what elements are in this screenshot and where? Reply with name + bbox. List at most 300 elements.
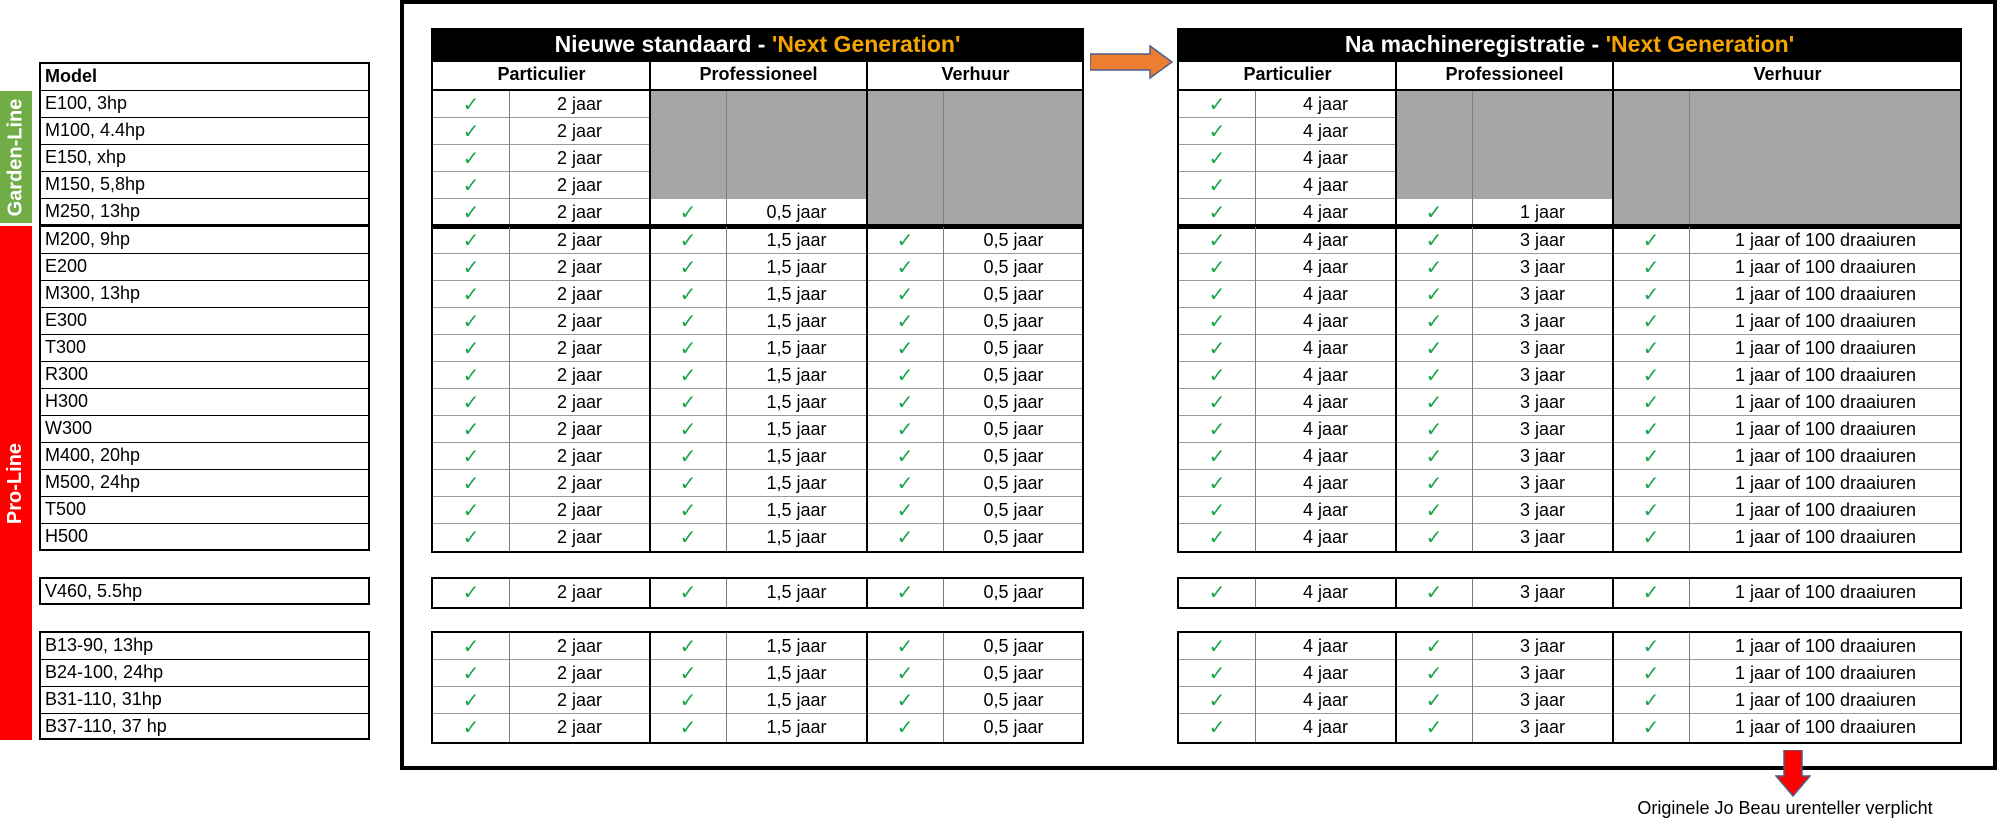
cell-divider — [509, 579, 510, 607]
warranty-particulier: 2 jaar — [556, 690, 603, 710]
check-icon: ✓ — [462, 417, 480, 441]
check-icon: ✓ — [896, 688, 914, 712]
warranty-particulier: 2 jaar — [556, 365, 603, 385]
warranty-verhuur: 1 jaar of 100 draaiuren — [1734, 230, 1917, 250]
check-icon: ✓ — [896, 715, 914, 739]
check-icon: ✓ — [462, 228, 480, 252]
warranty-verhuur: 0,5 jaar — [983, 446, 1044, 466]
warranty-professioneel: 3 jaar — [1519, 717, 1566, 737]
column-divider — [649, 633, 651, 742]
column-header-professioneel: Professioneel — [1445, 64, 1564, 84]
model-header: Model — [41, 64, 370, 91]
check-icon: ✓ — [896, 228, 914, 252]
warranty-particulier: 4 jaar — [1302, 94, 1349, 114]
model-cell: M400, 20hp — [41, 443, 370, 470]
right-table-block — [1177, 577, 1962, 609]
check-icon: ✓ — [1208, 498, 1226, 522]
check-icon: ✓ — [462, 173, 480, 197]
check-icon: ✓ — [1425, 661, 1443, 685]
warranty-verhuur: 0,5 jaar — [983, 582, 1044, 602]
check-icon: ✓ — [462, 580, 480, 604]
check-icon: ✓ — [462, 661, 480, 685]
check-icon: ✓ — [896, 255, 914, 279]
column-divider — [649, 91, 651, 227]
check-icon: ✓ — [1208, 173, 1226, 197]
warranty-professioneel: 0,5 jaar — [766, 202, 827, 222]
check-icon: ✓ — [1642, 688, 1660, 712]
disabled-cell — [650, 118, 866, 145]
garden-line-label: Garden-Line — [0, 91, 32, 223]
warranty-particulier: 2 jaar — [556, 446, 603, 466]
warranty-particulier: 4 jaar — [1302, 663, 1349, 683]
check-icon: ✓ — [679, 688, 697, 712]
model-cell: E100, 3hp — [41, 91, 370, 118]
warranty-professioneel: 3 jaar — [1519, 311, 1566, 331]
left-table-block — [431, 631, 1084, 744]
left-table-block — [431, 224, 1084, 553]
check-icon: ✓ — [1642, 498, 1660, 522]
warranty-professioneel: 1,5 jaar — [766, 663, 827, 683]
check-icon: ✓ — [1208, 200, 1226, 224]
check-icon: ✓ — [679, 498, 697, 522]
warranty-verhuur: 1 jaar of 100 draaiuren — [1734, 446, 1917, 466]
check-icon: ✓ — [1208, 661, 1226, 685]
disabled-cell — [867, 145, 1082, 172]
check-icon: ✓ — [462, 525, 480, 549]
warranty-professioneel: 1,5 jaar — [766, 284, 827, 304]
check-icon: ✓ — [1642, 634, 1660, 658]
disabled-cell — [1396, 118, 1612, 145]
warranty-professioneel: 3 jaar — [1519, 257, 1566, 277]
check-icon: ✓ — [679, 580, 697, 604]
check-icon: ✓ — [896, 471, 914, 495]
check-icon: ✓ — [1425, 417, 1443, 441]
check-icon: ✓ — [679, 228, 697, 252]
warranty-verhuur: 0,5 jaar — [983, 717, 1044, 737]
warranty-particulier: 4 jaar — [1302, 365, 1349, 385]
warranty-particulier: 2 jaar — [556, 121, 603, 141]
check-icon: ✓ — [1425, 228, 1443, 252]
disabled-cell — [1613, 145, 1960, 172]
left-table-block — [431, 89, 1084, 229]
check-icon: ✓ — [679, 363, 697, 387]
cell-divider — [1255, 579, 1256, 607]
cell-divider — [943, 91, 944, 227]
model-cell: B37-110, 37 hp — [45, 716, 167, 736]
column-divider — [866, 91, 868, 227]
check-icon: ✓ — [1642, 390, 1660, 414]
check-icon: ✓ — [679, 634, 697, 658]
check-icon: ✓ — [679, 661, 697, 685]
disabled-cell — [867, 199, 1082, 226]
warranty-particulier: 4 jaar — [1302, 202, 1349, 222]
disabled-cell — [1396, 145, 1612, 172]
right-table-title: Na machineregistratie - 'Next Generation' — [1177, 28, 1962, 62]
check-icon: ✓ — [462, 390, 480, 414]
column-divider — [1612, 91, 1614, 227]
warranty-professioneel: 3 jaar — [1519, 663, 1566, 683]
warranty-particulier: 2 jaar — [556, 257, 603, 277]
cell-divider — [1689, 633, 1690, 742]
check-icon: ✓ — [462, 146, 480, 170]
check-icon: ✓ — [1425, 688, 1443, 712]
check-icon: ✓ — [1642, 715, 1660, 739]
model-cell: M100, 4.4hp — [41, 118, 370, 145]
cell-divider — [1255, 91, 1256, 227]
warranty-verhuur: 1 jaar of 100 draaiuren — [1734, 690, 1917, 710]
column-divider — [866, 227, 868, 551]
left-table-header — [431, 62, 1084, 91]
warranty-verhuur: 1 jaar of 100 draaiuren — [1734, 419, 1917, 439]
model-cell: H300 — [41, 389, 370, 416]
warranty-professioneel: 1,5 jaar — [766, 338, 827, 358]
right-table-block — [1177, 224, 1962, 553]
warranty-professioneel: 1,5 jaar — [766, 473, 827, 493]
warranty-particulier: 2 jaar — [556, 94, 603, 114]
warranty-particulier: 4 jaar — [1302, 148, 1349, 168]
check-icon: ✓ — [1208, 580, 1226, 604]
cell-divider — [943, 633, 944, 742]
check-icon: ✓ — [1208, 688, 1226, 712]
check-icon: ✓ — [1425, 309, 1443, 333]
warranty-verhuur: 0,5 jaar — [983, 663, 1044, 683]
column-divider — [649, 227, 651, 551]
cell-divider — [726, 633, 727, 742]
check-icon: ✓ — [896, 309, 914, 333]
warranty-particulier: 4 jaar — [1302, 473, 1349, 493]
model-cell: T500 — [41, 497, 370, 524]
warranty-professioneel: 1,5 jaar — [766, 582, 827, 602]
warranty-particulier: 4 jaar — [1302, 392, 1349, 412]
check-icon: ✓ — [1425, 525, 1443, 549]
warranty-verhuur: 1 jaar of 100 draaiuren — [1734, 473, 1917, 493]
check-icon: ✓ — [1208, 228, 1226, 252]
model-cell: W300 — [41, 416, 370, 443]
warranty-verhuur: 1 jaar of 100 draaiuren — [1734, 527, 1917, 547]
warranty-particulier: 2 jaar — [556, 392, 603, 412]
column-divider — [1612, 579, 1614, 607]
check-icon: ✓ — [679, 282, 697, 306]
check-icon: ✓ — [1642, 525, 1660, 549]
warranty-verhuur: 0,5 jaar — [983, 636, 1044, 656]
warranty-professioneel: 3 jaar — [1519, 446, 1566, 466]
warranty-particulier: 4 jaar — [1302, 582, 1349, 602]
warranty-verhuur: 0,5 jaar — [983, 419, 1044, 439]
model-cell: M500, 24hp — [41, 470, 370, 497]
cell-divider — [1472, 633, 1473, 742]
check-icon: ✓ — [1425, 255, 1443, 279]
model-table — [39, 62, 370, 226]
cell-divider — [1689, 227, 1690, 551]
check-icon: ✓ — [679, 390, 697, 414]
cell-divider — [726, 91, 727, 227]
cell-divider — [943, 579, 944, 607]
warranty-particulier: 2 jaar — [556, 717, 603, 737]
check-icon: ✓ — [1208, 444, 1226, 468]
warranty-particulier: 4 jaar — [1302, 257, 1349, 277]
model-cell: B24-100, 24hp — [41, 660, 370, 687]
check-icon: ✓ — [896, 580, 914, 604]
warranty-verhuur: 0,5 jaar — [983, 690, 1044, 710]
column-header-professioneel: Professioneel — [699, 64, 818, 84]
warranty-particulier: 4 jaar — [1302, 175, 1349, 195]
warranty-particulier: 4 jaar — [1302, 419, 1349, 439]
warranty-professioneel: 3 jaar — [1519, 582, 1566, 602]
warranty-verhuur: 1 jaar of 100 draaiuren — [1734, 365, 1917, 385]
warranty-particulier: 2 jaar — [556, 663, 603, 683]
check-icon: ✓ — [1208, 282, 1226, 306]
disabled-cell — [650, 145, 866, 172]
warranty-professioneel: 1,5 jaar — [766, 690, 827, 710]
warranty-professioneel: 3 jaar — [1519, 527, 1566, 547]
check-icon: ✓ — [1208, 390, 1226, 414]
right-table-block — [1177, 89, 1962, 229]
check-icon: ✓ — [1425, 471, 1443, 495]
warranty-particulier: 2 jaar — [556, 419, 603, 439]
check-icon: ✓ — [1208, 255, 1226, 279]
cell-divider — [1472, 579, 1473, 607]
check-icon: ✓ — [1642, 309, 1660, 333]
disabled-cell — [1396, 172, 1612, 199]
check-icon: ✓ — [462, 688, 480, 712]
model-cell: M200, 9hp — [41, 227, 370, 254]
warranty-professioneel: 3 jaar — [1519, 500, 1566, 520]
cell-divider — [509, 91, 510, 227]
check-icon: ✓ — [679, 471, 697, 495]
check-icon: ✓ — [1208, 119, 1226, 143]
column-header-particulier: Particulier — [497, 64, 586, 84]
warranty-verhuur: 0,5 jaar — [983, 392, 1044, 412]
warranty-professioneel: 3 jaar — [1519, 338, 1566, 358]
warranty-verhuur: 1 jaar of 100 draaiuren — [1734, 717, 1917, 737]
warranty-verhuur: 1 jaar of 100 draaiuren — [1734, 311, 1917, 331]
column-divider — [649, 579, 651, 607]
warranty-particulier: 2 jaar — [556, 338, 603, 358]
check-icon: ✓ — [462, 282, 480, 306]
warranty-verhuur: 1 jaar of 100 draaiuren — [1734, 500, 1917, 520]
check-icon: ✓ — [1208, 525, 1226, 549]
check-icon: ✓ — [1425, 715, 1443, 739]
cell-divider — [509, 633, 510, 742]
model-cell: T300 — [41, 335, 370, 362]
warranty-professioneel: 1,5 jaar — [766, 636, 827, 656]
check-icon: ✓ — [462, 255, 480, 279]
check-icon: ✓ — [896, 336, 914, 360]
disabled-cell — [1613, 199, 1960, 226]
column-header-verhuur: Verhuur — [1753, 64, 1822, 84]
warranty-particulier: 2 jaar — [556, 582, 603, 602]
check-icon: ✓ — [1208, 146, 1226, 170]
check-icon: ✓ — [1425, 363, 1443, 387]
warranty-professioneel: 1,5 jaar — [766, 230, 827, 250]
cell-divider — [726, 227, 727, 551]
check-icon: ✓ — [1425, 200, 1443, 224]
model-cell: V460, 5.5hp — [45, 581, 143, 601]
warranty-particulier: 4 jaar — [1302, 636, 1349, 656]
model-cell: E300 — [41, 308, 370, 335]
right-table-block — [1177, 631, 1962, 744]
check-icon: ✓ — [1642, 444, 1660, 468]
model-cell: B31-110, 31hp — [41, 687, 370, 714]
warranty-professioneel: 1,5 jaar — [766, 365, 827, 385]
warranty-particulier: 4 jaar — [1302, 284, 1349, 304]
check-icon: ✓ — [679, 715, 697, 739]
warranty-verhuur: 0,5 jaar — [983, 365, 1044, 385]
cell-divider — [943, 227, 944, 551]
warranty-professioneel: 3 jaar — [1519, 419, 1566, 439]
model-cell: M300, 13hp — [41, 281, 370, 308]
check-icon: ✓ — [1642, 580, 1660, 604]
check-icon: ✓ — [462, 715, 480, 739]
warranty-professioneel: 3 jaar — [1519, 636, 1566, 656]
left-table-block — [431, 577, 1084, 609]
check-icon: ✓ — [679, 444, 697, 468]
warranty-verhuur: 0,5 jaar — [983, 284, 1044, 304]
check-icon: ✓ — [679, 336, 697, 360]
cell-divider — [509, 227, 510, 551]
check-icon: ✓ — [462, 498, 480, 522]
cell-divider — [1689, 91, 1690, 227]
model-cell: M250, 13hp — [45, 201, 141, 221]
arrow-down-icon — [1775, 750, 1811, 798]
check-icon: ✓ — [462, 200, 480, 224]
disabled-cell — [1613, 118, 1960, 145]
check-icon: ✓ — [1208, 471, 1226, 495]
column-divider — [866, 633, 868, 742]
disabled-cell — [1613, 172, 1960, 199]
disabled-cell — [650, 172, 866, 199]
check-icon: ✓ — [1208, 634, 1226, 658]
check-icon: ✓ — [462, 92, 480, 116]
disabled-cell — [1396, 91, 1612, 118]
check-icon: ✓ — [1642, 661, 1660, 685]
warranty-particulier: 4 jaar — [1302, 717, 1349, 737]
cell-divider — [1472, 91, 1473, 227]
check-icon: ✓ — [1425, 498, 1443, 522]
warranty-professioneel: 1,5 jaar — [766, 392, 827, 412]
model-cell: H500 — [45, 526, 89, 546]
warranty-particulier: 4 jaar — [1302, 230, 1349, 250]
warranty-particulier: 4 jaar — [1302, 446, 1349, 466]
warranty-verhuur: 1 jaar of 100 draaiuren — [1734, 582, 1917, 602]
check-icon: ✓ — [1425, 336, 1443, 360]
check-icon: ✓ — [1642, 336, 1660, 360]
cell-divider — [1255, 227, 1256, 551]
warranty-professioneel: 1 jaar — [1519, 202, 1566, 222]
warranty-verhuur: 0,5 jaar — [983, 338, 1044, 358]
warranty-verhuur: 0,5 jaar — [983, 473, 1044, 493]
check-icon: ✓ — [1642, 417, 1660, 441]
column-divider — [1395, 633, 1397, 742]
check-icon: ✓ — [896, 363, 914, 387]
warranty-verhuur: 1 jaar of 100 draaiuren — [1734, 392, 1917, 412]
check-icon: ✓ — [1425, 444, 1443, 468]
check-icon: ✓ — [679, 255, 697, 279]
check-icon: ✓ — [1208, 363, 1226, 387]
warranty-professioneel: 1,5 jaar — [766, 257, 827, 277]
column-header-particulier: Particulier — [1243, 64, 1332, 84]
warranty-particulier: 2 jaar — [556, 527, 603, 547]
warranty-professioneel: 1,5 jaar — [766, 527, 827, 547]
warranty-particulier: 2 jaar — [556, 500, 603, 520]
model-cell: E200 — [41, 254, 370, 281]
check-icon: ✓ — [896, 417, 914, 441]
warranty-professioneel: 3 jaar — [1519, 365, 1566, 385]
warranty-professioneel: 3 jaar — [1519, 284, 1566, 304]
column-divider — [1612, 227, 1614, 551]
column-divider — [1395, 579, 1397, 607]
warranty-verhuur: 0,5 jaar — [983, 527, 1044, 547]
warranty-particulier: 2 jaar — [556, 230, 603, 250]
warranty-particulier: 2 jaar — [556, 473, 603, 493]
warranty-particulier: 4 jaar — [1302, 121, 1349, 141]
check-icon: ✓ — [462, 471, 480, 495]
warranty-verhuur: 1 jaar of 100 draaiuren — [1734, 636, 1917, 656]
check-icon: ✓ — [462, 444, 480, 468]
left-table-title: Nieuwe standaard - 'Next Generation' — [431, 28, 1084, 62]
check-icon: ✓ — [679, 309, 697, 333]
check-icon: ✓ — [1208, 92, 1226, 116]
cell-divider — [1689, 579, 1690, 607]
check-icon: ✓ — [896, 498, 914, 522]
model-cell: E150, xhp — [41, 145, 370, 172]
warranty-verhuur: 1 jaar of 100 draaiuren — [1734, 663, 1917, 683]
disabled-cell — [867, 118, 1082, 145]
check-icon: ✓ — [1425, 282, 1443, 306]
check-icon: ✓ — [1425, 634, 1443, 658]
check-icon: ✓ — [1642, 228, 1660, 252]
model-table-single — [39, 577, 370, 605]
check-icon: ✓ — [1642, 363, 1660, 387]
arrow-right-icon — [1090, 44, 1174, 80]
check-icon: ✓ — [1425, 390, 1443, 414]
warranty-particulier: 4 jaar — [1302, 690, 1349, 710]
check-icon: ✓ — [1208, 336, 1226, 360]
check-icon: ✓ — [896, 444, 914, 468]
column-divider — [1395, 91, 1397, 227]
column-header-verhuur: Verhuur — [941, 64, 1010, 84]
footnote: Originele Jo Beau urenteller verplicht — [1637, 798, 1933, 818]
warranty-verhuur: 1 jaar of 100 draaiuren — [1734, 338, 1917, 358]
check-icon: ✓ — [896, 634, 914, 658]
check-icon: ✓ — [462, 309, 480, 333]
check-icon: ✓ — [896, 661, 914, 685]
model-table-b — [39, 631, 370, 740]
warranty-professioneel: 1,5 jaar — [766, 500, 827, 520]
warranty-professioneel: 3 jaar — [1519, 230, 1566, 250]
column-divider — [1395, 227, 1397, 551]
column-divider — [1612, 633, 1614, 742]
warranty-verhuur: 1 jaar of 100 draaiuren — [1734, 284, 1917, 304]
warranty-professioneel: 3 jaar — [1519, 473, 1566, 493]
cell-divider — [726, 579, 727, 607]
warranty-professioneel: 1,5 jaar — [766, 419, 827, 439]
model-cell: M150, 5,8hp — [41, 172, 370, 199]
check-icon: ✓ — [462, 119, 480, 143]
check-icon: ✓ — [896, 282, 914, 306]
warranty-professioneel: 1,5 jaar — [766, 311, 827, 331]
check-icon: ✓ — [896, 390, 914, 414]
disabled-cell — [867, 91, 1082, 118]
warranty-professioneel: 3 jaar — [1519, 690, 1566, 710]
disabled-cell — [867, 172, 1082, 199]
warranty-particulier: 2 jaar — [556, 636, 603, 656]
cell-divider — [1472, 227, 1473, 551]
check-icon: ✓ — [462, 634, 480, 658]
check-icon: ✓ — [1208, 417, 1226, 441]
warranty-particulier: 4 jaar — [1302, 500, 1349, 520]
check-icon: ✓ — [1208, 715, 1226, 739]
